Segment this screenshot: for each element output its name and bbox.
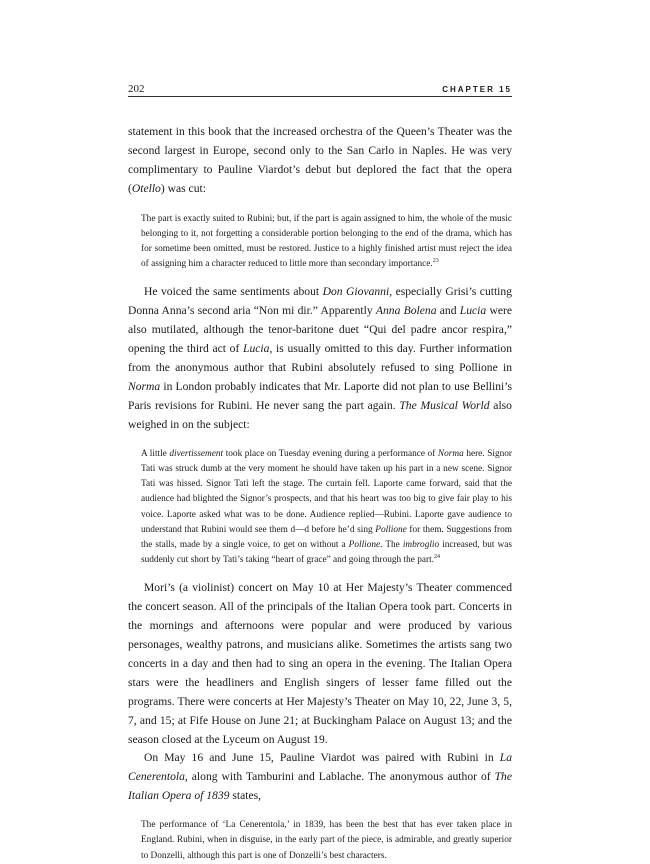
block-quote-1: The part is exactly suited to Rubini; but, if the part is again assigned to him, the whole of the music belonging to it, not forgetting a considerable portion belonging to the end of the drama, which has for sometime been omitted, must be restored. Justice to a highly finished artist must reject the idea of assigning him a character reduced to little more than secondary importance.$^{23}$ [141, 213, 512, 270]
block-quote-3: The performance of ‘La Cenerentola,’ in 1839, has been the best that has ever taken place in England. Rubini, when in disguise, in the early part of the piece, is admirable, and greatly superior to Donzelli, although this part is one of Donzelli’s best characters. [141, 820, 512, 861]
page-number: 202 [128, 83, 145, 95]
footnote-ref-24: 24 [433, 554, 440, 561]
running-head: CHAPTER 15 [442, 85, 512, 94]
paragraph-1: statement in this book that the increased orchestra of the Queen’s Theater was the second largest in Europe, second only to the San Carlo in Naples. He was very complimentary to Pauline Viardot’s debut but deplored the fact that the opera (Otello) was cut: [128, 125, 512, 195]
header-rule [128, 96, 512, 97]
page-header [128, 83, 512, 95]
footnote-ref-23: 23 [432, 258, 439, 265]
paragraph-3: Mori’s (a violinist) concert on May 10 at Her Majesty’s Theater commenced the concert season. All of the principals of the Italian Opera took part. Concerts in the mornings and afternoons were popular and were produced by various personages, wealthy patrons, and musicians alike. Sometimes the artists sang two concerts in a day and then had to sing an opera in the evening. The Italian Opera stars were the headliners and English singers of lesser fame filled out the programs. There were concerts at Her Majesty’s Theater on May 10, 22, June 3, 5, 7, and 15; at Fife House on June 21; at Buckingham Palace on August 13; and the season closed at the Lyceum on August 19. [128, 581, 512, 746]
paragraph-2: He voiced the same sentiments about Don Giovanni, especially Grisi’s cutting Donna Anna’s second aria “Non mi dir.” Apparently Anna Bolena and Lucia were also mutilated, although the tenor-baritone duet “Qui del padre ancor respira,” opening the third act of Lucia, is usually omitted to this day. Further information from the anonymous author that Rubini absolutely refused to sing Pollione in Norma in London probably indicates that Mr. Laporte did not plan to use Bellini’s Paris revisions for Rubini. He never sang the part again. The Musical World also weighed in on the subject: [128, 285, 512, 431]
paragraph-4: On May 16 and June 15, Pauline Viardot was paired with Rubini in La Cenerentola, along with Tamburini and Lablache. The anonymous author of The Italian Opera of 1839 states, [128, 751, 512, 803]
block-quote-2: A little divertissement took place on Tuesday evening during a performance of Norma here. Signor Tati was struck dumb at the very moment he should have taken up his part in a new scene. Signor Tati was hissed. Signor Tati left the stage. The curtain fell. Laporte came forward, said that the audience had blighted the Signor’s prospects, and that his heart was too big to give fair play to his voice. Laporte asked what was to be done. Audience replied—Rubini. Laporte gave audience to understand that Rubini would see them d—d before he’d sing Pollione for them. Suggestions from the stalls, made by a single voice, to get on without a Pollione. The imbroglio increased, but was suddenly cut short by Tati’s taking “heart of grace” and going through the part.$^{24}$ [141, 448, 513, 566]
page-body [128, 123, 512, 864]
